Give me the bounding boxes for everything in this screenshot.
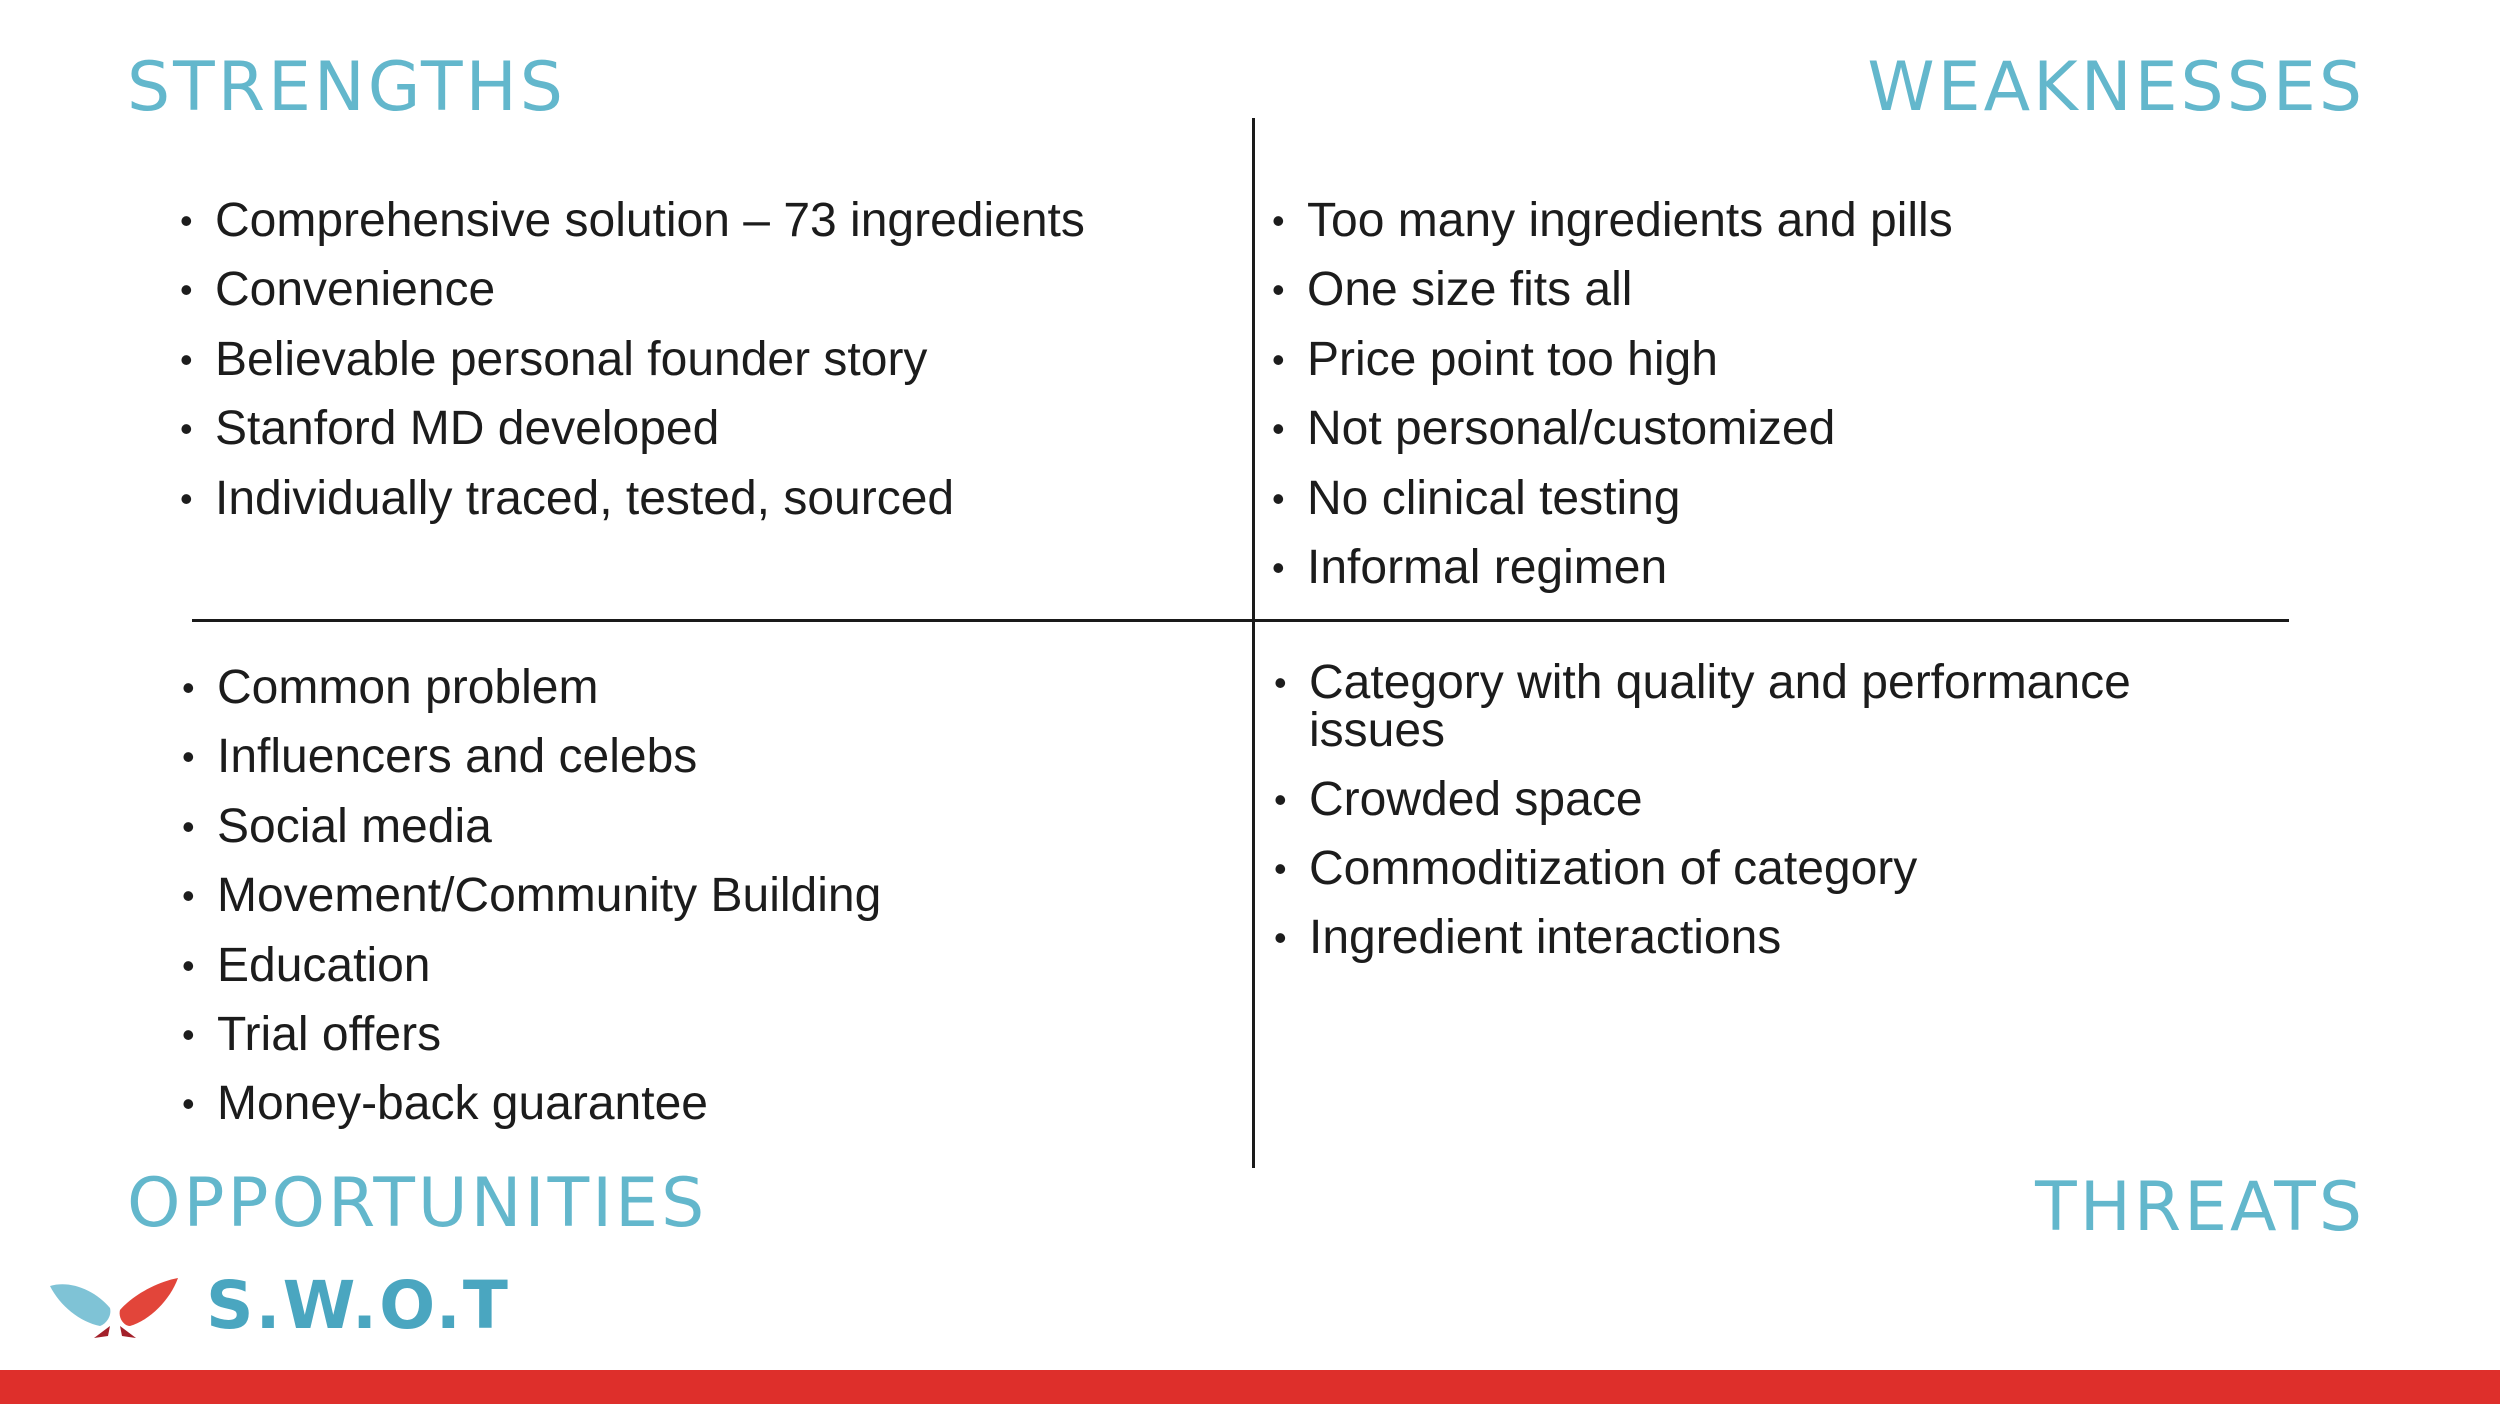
list-item: • Price point too high [1272,331,2272,389]
list-item: • Comprehensive solution – 73 ingredients [180,192,1220,250]
list-item: • Not personal/customized [1272,400,2272,458]
threats-heading: THREATS [2035,1168,2365,1247]
list-item: • Social media [182,798,1222,856]
list-item: • Commoditization of category [1274,845,2274,893]
logo-text: S.W.O.T [206,1267,510,1344]
list-item: • Common problem [182,659,1222,717]
strengths-heading: STRENGTHS [127,48,566,127]
butterfly-logo-icon [50,1276,180,1356]
list-item: • Stanford MD developed [180,400,1220,458]
list-item: • Ingredient interactions [1274,914,2274,962]
list-item: • Individually traced, tested, sourced [180,470,1220,528]
footer-bar [0,1370,2500,1404]
list-item: • Trial offers [182,1006,1222,1064]
list-item: • Too many ingredients and pills [1272,192,2272,250]
list-item: • Movement/Community Building [182,867,1222,925]
list-item: • Influencers and celebs [182,728,1222,786]
list-item: • Informal regimen [1272,539,2272,597]
list-item: • Money-back guarantee [182,1075,1222,1133]
list-item: • Convenience [180,261,1220,319]
list-item: • One size fits all [1272,261,2272,319]
opportunities-list [182,659,1222,1145]
threats-list [1274,656,2274,983]
strengths-list [180,192,1220,539]
list-item: • Believable personal founder story [180,331,1220,389]
opportunities-heading: OPPORTUNITIES [127,1164,708,1243]
list-item: • Category with quality and performance issues [1274,659,2274,755]
list-item: • Education [182,937,1222,995]
list-item: • No clinical testing [1272,470,2272,528]
horizontal-divider [192,619,2289,622]
weaknesses-list [1272,192,2272,608]
weaknesses-heading: WEAKNESSES [1867,48,2365,127]
vertical-divider [1252,118,1255,1168]
list-item: • Crowded space [1274,776,2274,824]
